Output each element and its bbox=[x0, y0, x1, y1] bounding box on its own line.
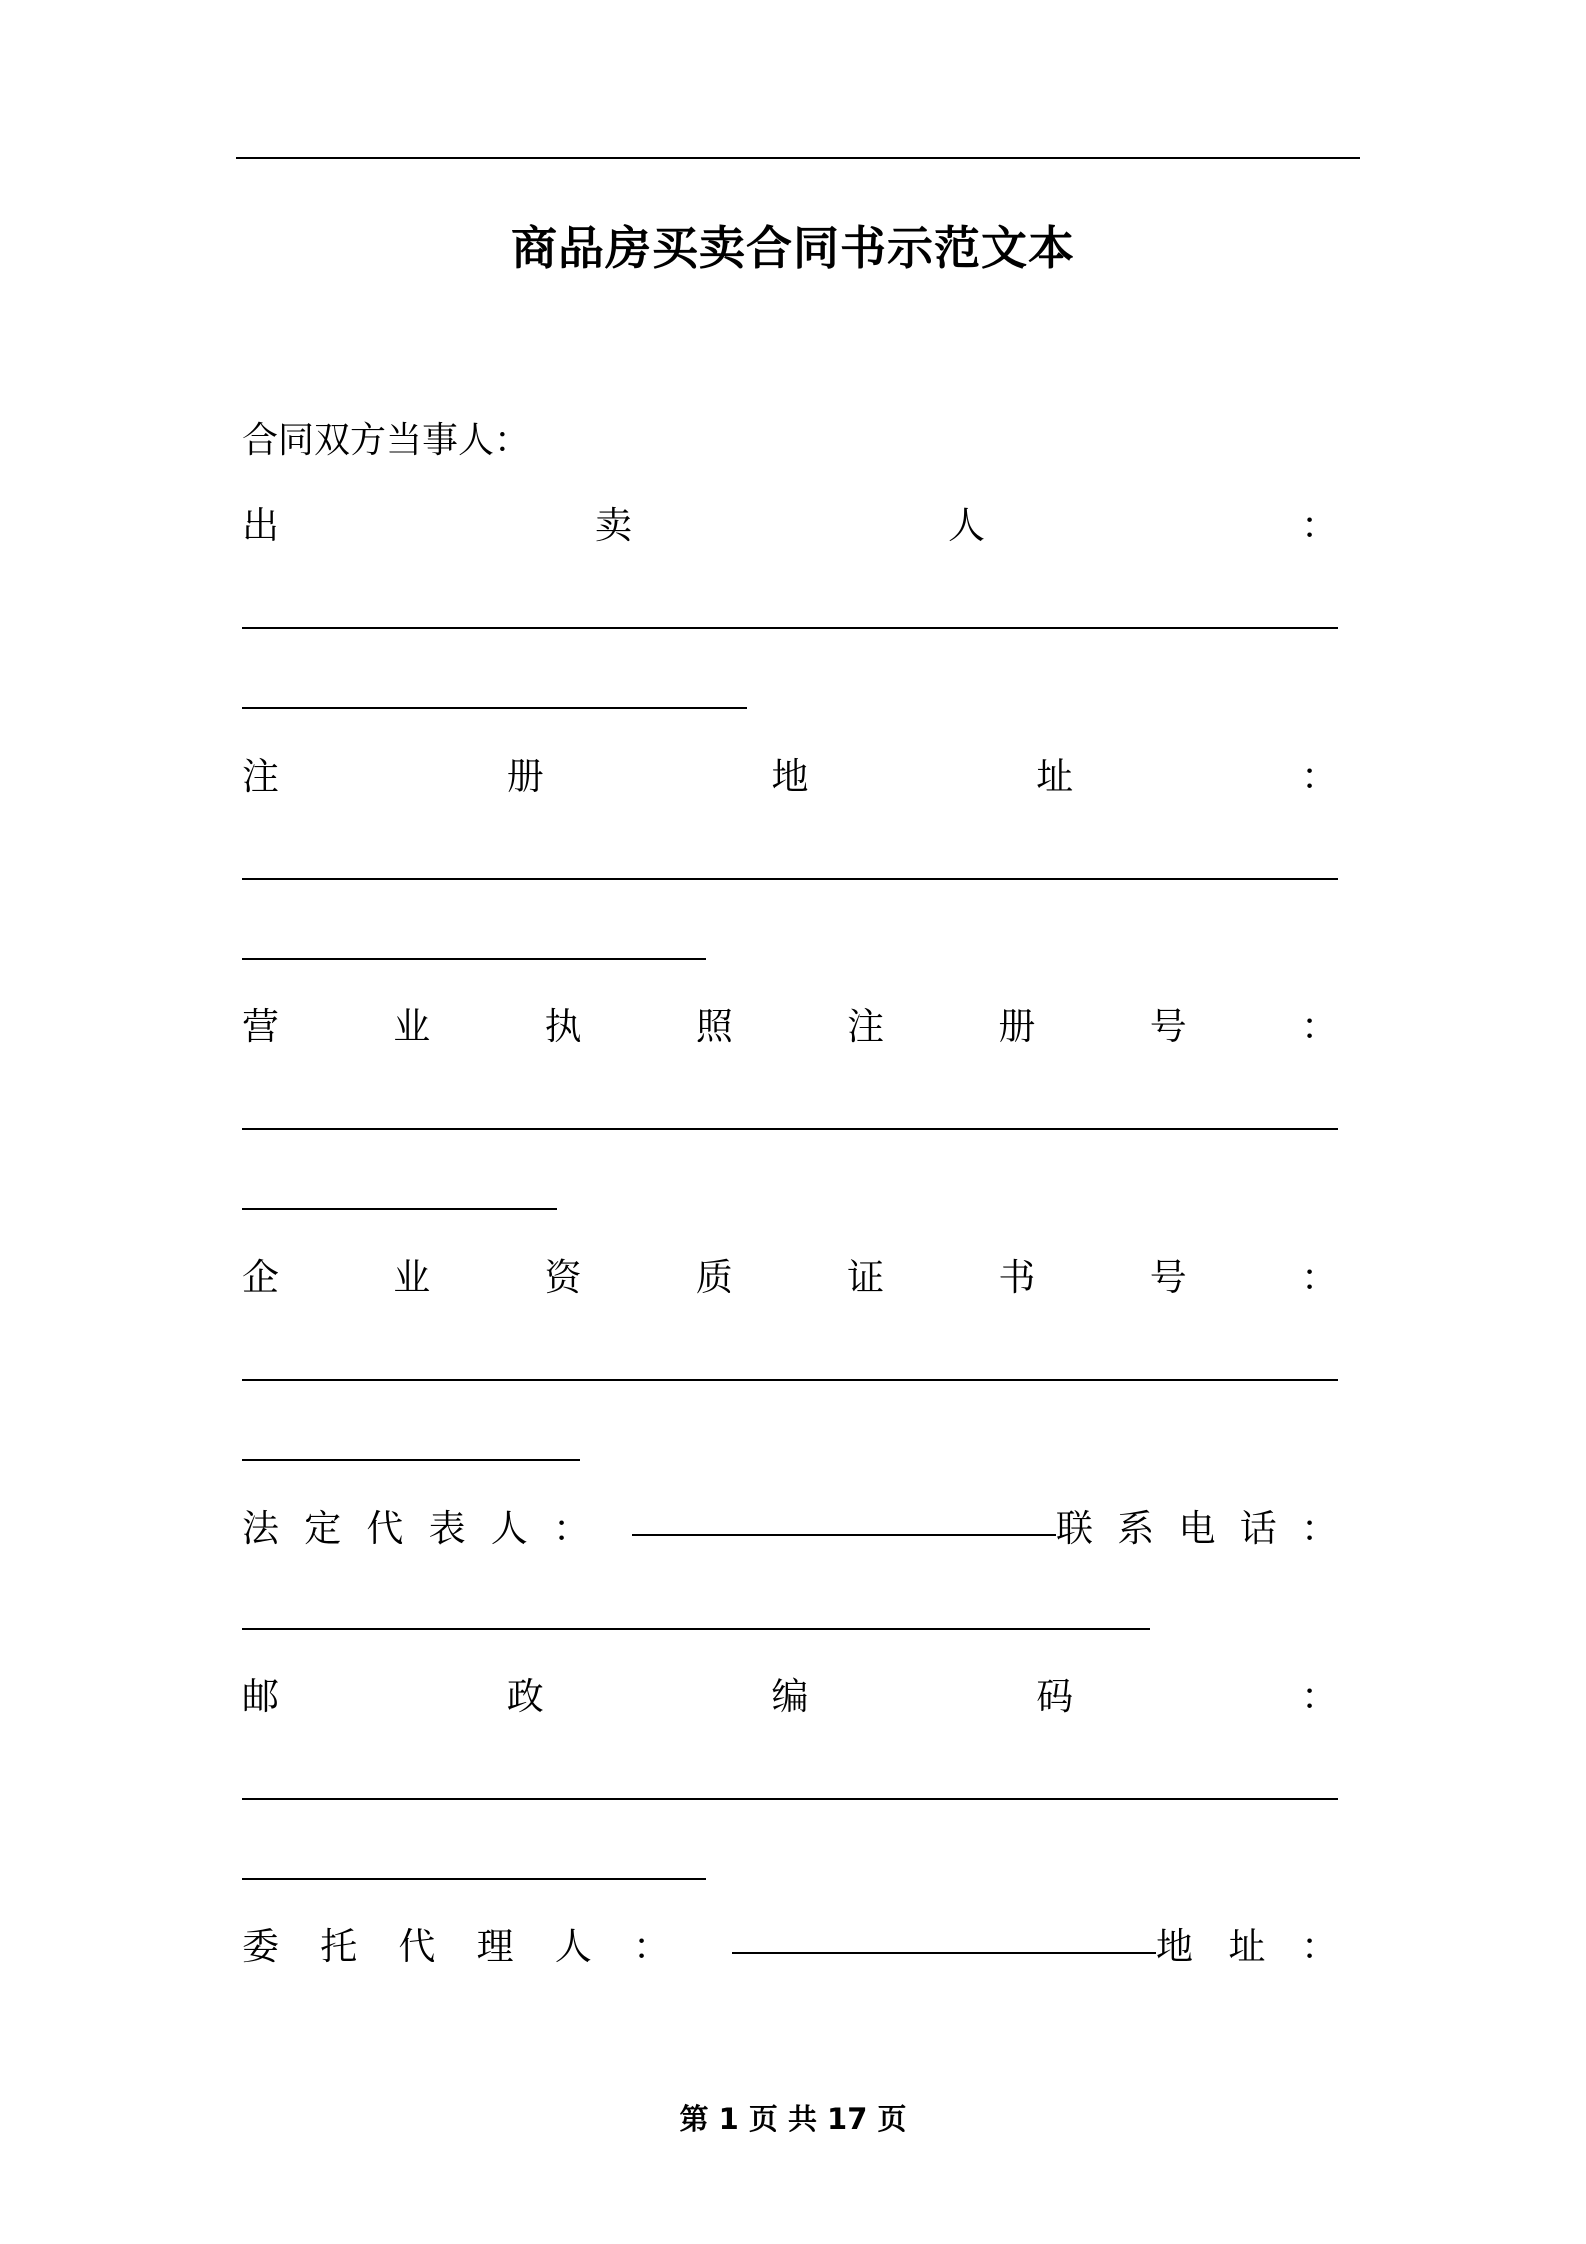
postal-code-label: 邮 政 编 码 ： bbox=[242, 1675, 1338, 1718]
contact-phone-blank-line[interactable] bbox=[242, 1628, 1150, 1630]
registered-address-label: 注 册 地 址 ： bbox=[242, 755, 1338, 798]
parties-intro: 合同双方当事人： bbox=[242, 420, 531, 461]
address-label: 地 址 ： bbox=[1156, 1925, 1338, 1968]
business-license-blank-line-1[interactable] bbox=[242, 1128, 1338, 1130]
agent-address-row bbox=[242, 1918, 1338, 1968]
seller-blank-line-2[interactable] bbox=[242, 707, 747, 709]
qualification-cert-blank-line-1[interactable] bbox=[242, 1379, 1338, 1381]
qualification-cert-blank-line-2[interactable] bbox=[242, 1459, 580, 1461]
header-rule bbox=[236, 157, 1360, 159]
page-footer: 第 1 页 共 17 页 bbox=[679, 2102, 907, 2136]
business-license-label: 营 业 执 照 注 册 号 ： bbox=[242, 1005, 1338, 1048]
postal-code-blank-line-1[interactable] bbox=[242, 1798, 1338, 1800]
agent-blank[interactable] bbox=[732, 1926, 1156, 1954]
legal-rep-phone-row bbox=[242, 1500, 1338, 1550]
legal-rep-label: 法 定 代 表 人 ： bbox=[242, 1507, 590, 1550]
qualification-cert-label: 企 业 资 质 证 书 号 ： bbox=[242, 1256, 1338, 1299]
business-license-blank-line-2[interactable] bbox=[242, 1208, 557, 1210]
document-title: 商品房买卖合同书示范文本 bbox=[511, 221, 1075, 275]
agent-label: 委 托 代 理 人 ： bbox=[242, 1925, 670, 1968]
registered-address-blank-line-2[interactable] bbox=[242, 958, 706, 960]
legal-rep-blank[interactable] bbox=[632, 1508, 1056, 1536]
contact-phone-label: 联 系 电 话 ： bbox=[1056, 1507, 1338, 1550]
registered-address-blank-line-1[interactable] bbox=[242, 878, 1338, 880]
postal-code-blank-line-2[interactable] bbox=[242, 1878, 706, 1880]
seller-label: 出 卖 人 ： bbox=[242, 504, 1338, 547]
seller-blank-line-1[interactable] bbox=[242, 627, 1338, 629]
